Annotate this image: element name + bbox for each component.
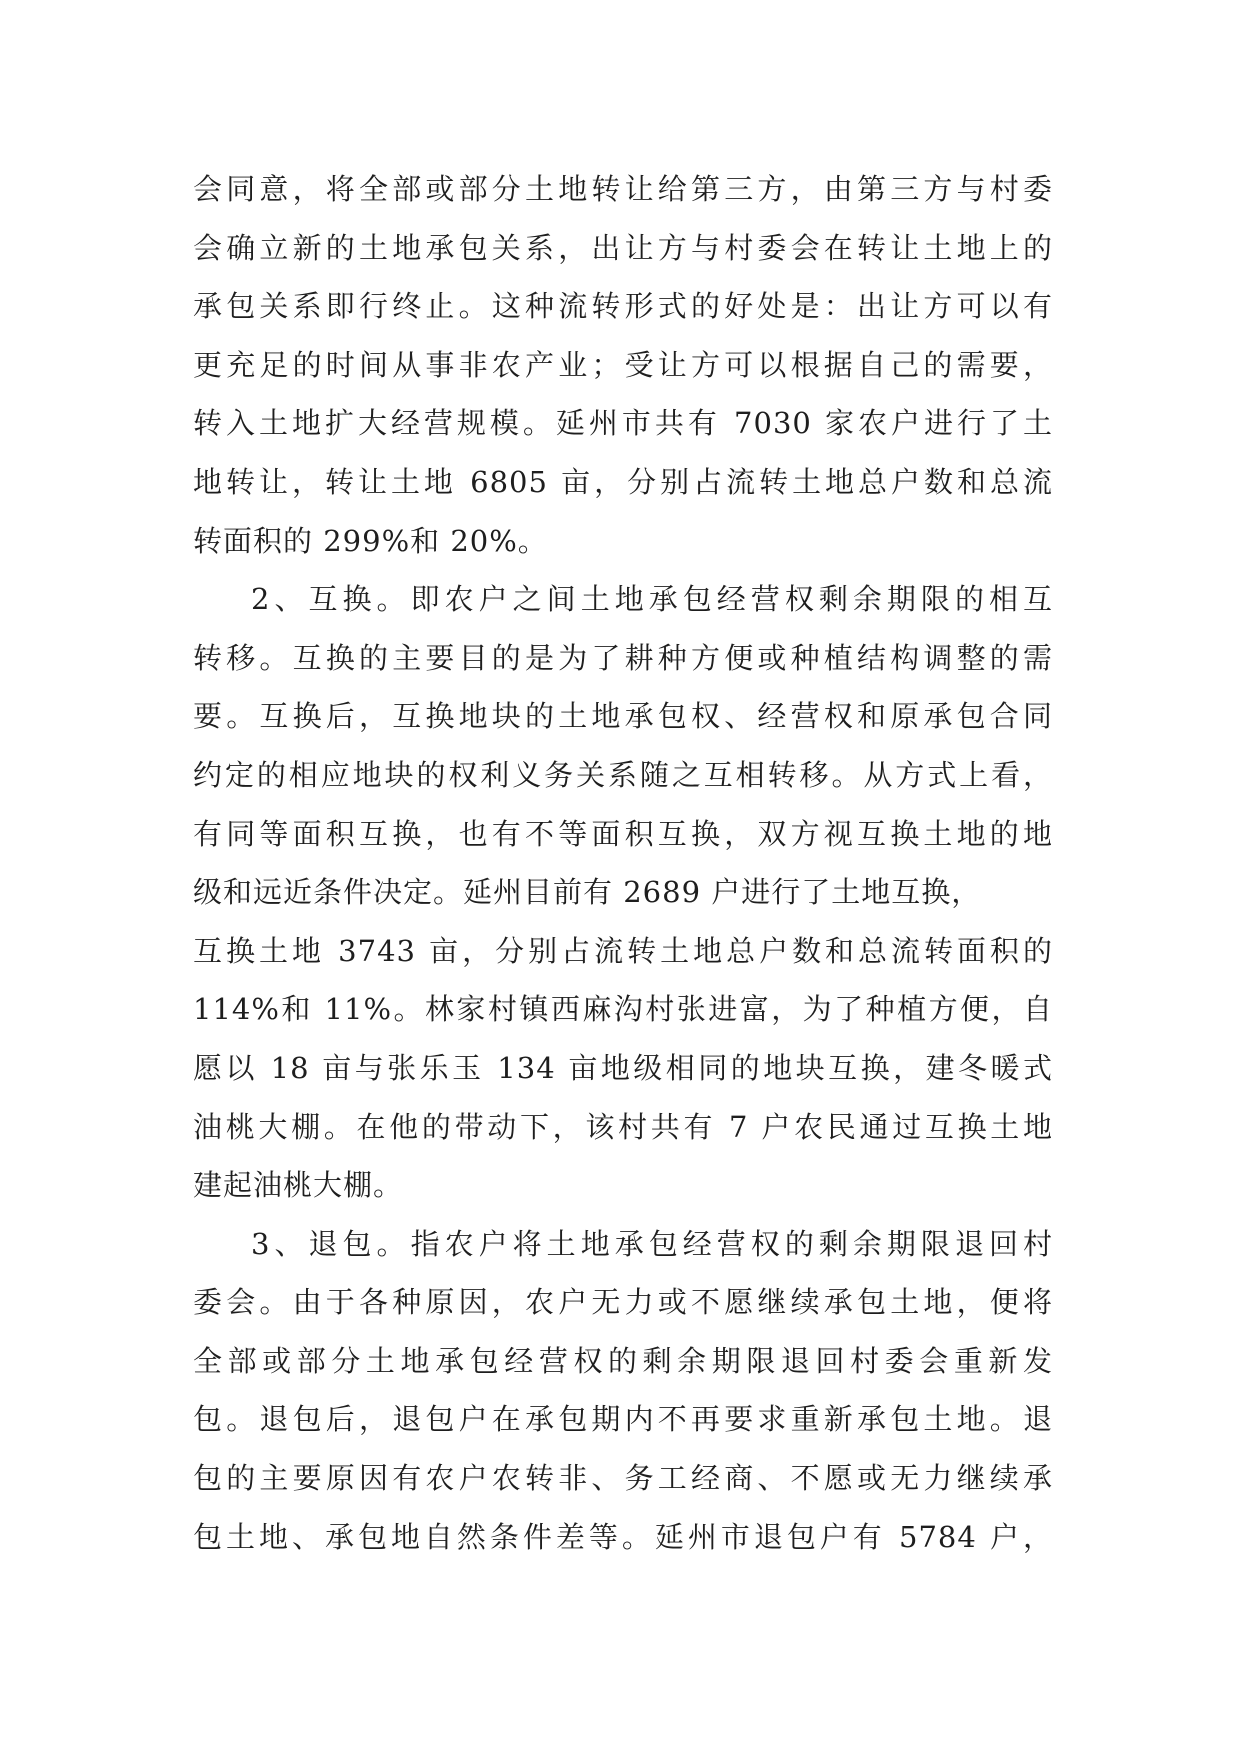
text-line: 转入土地扩大经营规模。延州市共有 7030 家农户进行了土 [193,406,1053,441]
text-line: 建起油桃大棚。 [193,1168,404,1203]
text-line: 互换土地 3743 亩，分别占流转土地总户数和总流转面积的 [193,933,1053,968]
text-line: 委会。由于各种原因，农户无力或不愿继续承包土地，便将 [193,1285,1053,1320]
text-line: 包的主要原因有农户农转非、务工经商、不愿或无力继续承 [193,1461,1053,1496]
text-line: 级和远近条件决定。延州目前有 2689 户进行了土地互换， [193,875,982,910]
text-line: 约定的相应地块的权利义务关系随之互相转移。从方式上看， [193,757,1053,792]
text-line: 2、互换。即农户之间土地承包经营权剩余期限的相互 [251,582,1053,617]
text-line: 愿以 18 亩与张乐玉 134 亩地级相同的地块互换，建冬暖式 [193,1050,1053,1085]
text-line: 会确立新的土地承包关系，出让方与村委会在转让土地上的 [193,230,1053,265]
text-line: 承包关系即行终止。这种流转形式的好处是：出让方可以有 [193,289,1053,324]
text-line: 更充足的时间从事非农产业；受让方可以根据自己的需要， [193,347,1053,382]
text-line: 114%和 11%。林家村镇西麻沟村张进富，为了种植方便，自 [193,992,1053,1027]
text-line: 会同意，将全部或部分土地转让给第三方，由第三方与村委 [193,172,1053,206]
text-line: 地转让，转让土地 6805 亩，分别占流转土地总户数和总流 [193,464,1053,499]
text-line: 转移。互换的主要目的是为了耕种方便或种植结构调整的需 [193,640,1053,675]
body-text [193,160,1053,1566]
text-line: 有同等面积互换，也有不等面积互换，双方视互换土地的地 [193,816,1053,851]
text-line: 要。互换后，互换地块的土地承包权、经营权和原承包合同 [193,699,1053,734]
text-line: 油桃大棚。在他的带动下，该村共有 7 户农民通过互换土地 [193,1109,1053,1144]
text-line: 全部或部分土地承包经营权的剩余期限退回村委会重新发 [193,1343,1053,1378]
text-line: 包土地、承包地自然条件差等。延州市退包户有 5784 户， [193,1519,1053,1554]
text-line: 包。退包后，退包户在承包期内不再要求重新承包土地。退 [193,1402,1053,1437]
text-line: 3、退包。指农户将土地承包经营权的剩余期限退回村 [251,1226,1053,1261]
text-line: 转面积的 299%和 20%。 [193,523,548,558]
